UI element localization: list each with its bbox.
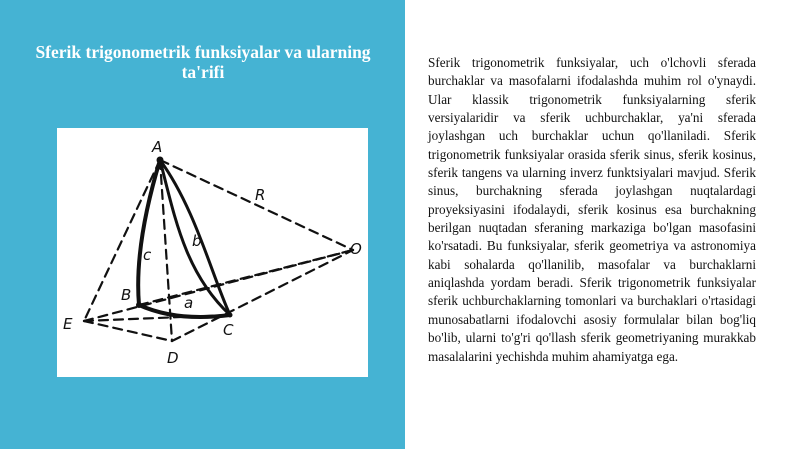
- figure-svg: [57, 128, 368, 377]
- line-d-o: [172, 250, 353, 341]
- line-b-o: [139, 250, 353, 305]
- label-c: c: [143, 246, 152, 264]
- label-b: b: [192, 232, 202, 250]
- vertex-b-dot: [136, 302, 142, 308]
- line-a-o: [160, 160, 353, 250]
- label-a: a: [184, 294, 194, 312]
- slide-title: Sferik trigonometrik funksiyalar va ularning ta'rifi: [35, 42, 371, 82]
- label-B: B: [121, 286, 132, 304]
- vertex-a-dot: [157, 157, 164, 164]
- label-E: E: [63, 315, 73, 333]
- spherical-triangle-figure: [57, 128, 368, 377]
- vertex-c-dot: [228, 313, 233, 318]
- label-O: O: [350, 240, 362, 258]
- line-e-d: [84, 321, 172, 341]
- label-D: D: [167, 349, 179, 367]
- body-paragraph: Sferik trigonometrik funksiyalar, uch o'lchovli sferada burchaklar va masofalarni ifodalashda muhim rol o'ynaydi. Ular klassik trigonometrik funksiyalarning sferik versiyalaridir va sferik uchburchaklar, ya'ni sferada joylashgan uch burchaklar uchun qo'llaniladi. Sferik trigonometrik funksiyalar orasida sferik sinus, sferik kosinus, sferik tangens va ularning inverz funktsiyalari mavjud. Sferik sinus, burchakning sferada joylashgan nuqtalardagi proyeksiyasini ifodalaydi, sferik kosinus esa burchakning berilgan nuqtadan sferaning markaziga bo'lgan masofasini ko'rsatadi. Bu funksiyalar, sferik geometriya va astronomiya kabi sohalarda qo'llanilib, masofalar va burchaklarni aniqlashda yordam beradi. Sferik trigonometrik funksiyalar sferik uchburchaklarning tomonlari va burchaklari o'rtasidagi munosabatlarni ifodalovchi asosiy formulalar bilan bog'liq bo'lib, ularni to'g'ri qo'llash sferik geometriyaning murakkab masalalarini yechishda muhim ahamiyatga ega.: [428, 55, 756, 364]
- label-R: R: [255, 186, 266, 204]
- label-C: C: [223, 321, 234, 339]
- label-A: A: [152, 138, 163, 156]
